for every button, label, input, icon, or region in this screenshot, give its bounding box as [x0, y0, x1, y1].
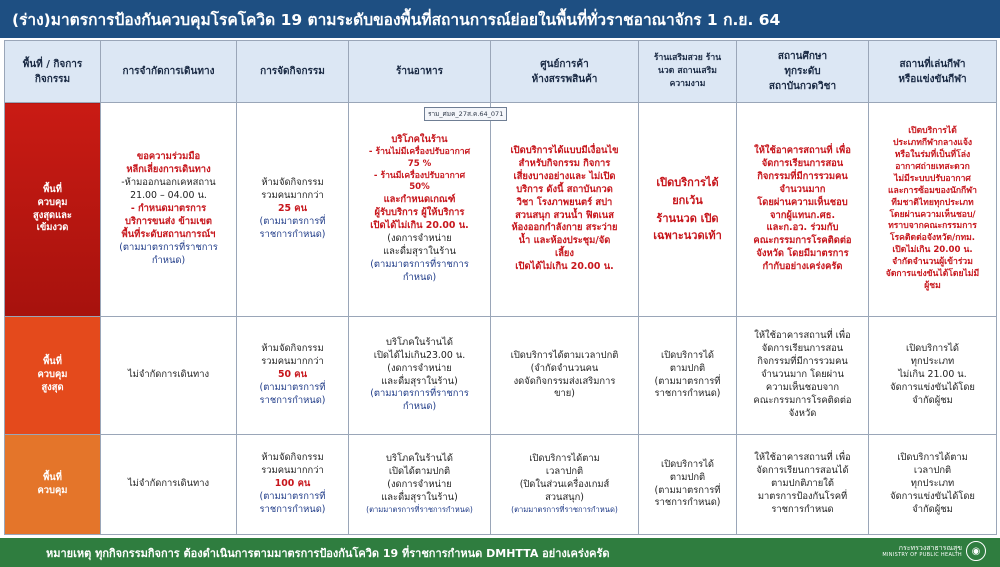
table-row [5, 103, 997, 317]
header-food: ร้านอาหาร [349, 41, 491, 103]
cell-mall: เปิดบริการได้ตาม เวลาปกติ (ปิดในส่วนเครื่องเกมส์ สวนสนุก) (ตามมาตรการที่ราชการกำหนด) [491, 435, 639, 535]
table-header-row [5, 41, 997, 103]
header-salon: ร้านเสริมสวย ร้าน นวด สถานเสริม ความงาม [639, 41, 737, 103]
cell-activity: ห้ามจัดกิจกรรม รวมคนมากกว่า 25 คน (ตามมาตรการที่ ราชการกำหนด) [237, 103, 349, 317]
cell-travel: ขอความร่วมมือ หลีกเลี่ยงการเดินทาง -ห้ามออกนอกเคหสถาน 21.00 – 04.00 น. - กำหนดมาตรการ บริการขนส่ง ข้ามเขต พื้นที่ระดับสถานการณ์ฯ (ตามมาตรการที่ราชการ กำหนด) [101, 103, 237, 317]
zone-label-strict: พื้นที่ ควบคุม สูงสุดและ เข้มงวด [5, 103, 101, 317]
cell-sport: เปิดบริการได้ตาม เวลาปกติ ทุกประเภท จัดการแข่งขันได้โดย จำกัดผู้ชม [869, 435, 997, 535]
cell-school: ให้ใช้อาคารสถานที่ เพื่อ จัดการเรียนการสอน กิจกรรมที่มีการรวมคน จำนวนมาก โดยผ่านความเห็นชอบ จากผู้แทนก.ศธ. และก.อว. ร่วมกับ คณะกรรมการโรคติดต่อ จังหวัด โดยมีมาตรการ กำกับอย่างเคร่งครัด [737, 103, 869, 317]
cell-travel: ไม่จำกัดการเดินทาง [101, 317, 237, 435]
ministry-logo [882, 541, 986, 561]
cell-food: บริโภคในร้านได้ เปิดได้ไม่เกิน23.00 น. (งดการจำหน่าย และดื่มสุราในร้าน) (ตามมาตรการที่ราชการ กำหนด) [349, 317, 491, 435]
cell-mall: เปิดบริการได้แบบมีเงื่อนไข สำหรับกิจกรรม กิจการ เสี่ยงบางอย่างและ ไม่เปิด บริการ ดังนี้ สถาบันกวด วิชา โรงภาพยนตร์ สปา สวนสนุก สวนน้ำ ฟิตเนส ห้องออกกำลังกาย สระว่าย น้ำ และห้องประชุม/จัด เลี้ยง เปิดได้ไม่เกิน 20.00 น. [491, 103, 639, 317]
cell-food: บริโภคในร้านได้ เปิดได้ตามปกติ (งดการจำหน่าย และดื่มสุราในร้าน) (ตามมาตรการที่ราชการกำหนด) [349, 435, 491, 535]
page-title: (ร่าง)มาตรการป้องกันควบคุมโรคโควิด 19 ตามระดับของพื้นที่สถานการณ์ย่อยในพื้นที่ทั่วราชอาณาจักร 1 ก.ย. 64 [0, 0, 1000, 38]
cell-activity: ห้ามจัดกิจกรรม รวมคนมากกว่า 50 คน (ตามมาตรการที่ ราชการกำหนด) [237, 317, 349, 435]
cell-activity: ห้ามจัดกิจกรรม รวมคนมากกว่า 100 คน (ตามมาตรการที่ ราชการกำหนด) [237, 435, 349, 535]
cell-salon: เปิดบริการได้ ตามปกติ (ตามมาตรการที่ ราชการกำหนด) [639, 317, 737, 435]
cell-school: ให้ใช้อาคารสถานที่ เพื่อ จัดการเรียนการสอนได้ ตามปกติภายใต้ มาตรการป้องกันโรคที่ ราชการกำหนด [737, 435, 869, 535]
zone-label-control: พื้นที่ ควบคุม [5, 435, 101, 535]
table-row [5, 317, 997, 435]
header-sport: สถานที่เล่นกีฬา หรือแข่งขันกีฬา [869, 41, 997, 103]
cell-school: ให้ใช้อาคารสถานที่ เพื่อ จัดการเรียนการสอน กิจกรรมที่มีการรวมคน จำนวนมาก โดยผ่าน ความเห็นชอบจาก คณะกรรมการโรคติดต่อ จังหวัด [737, 317, 869, 435]
header-area: พื้นที่ / กิจการ กิจกรรม [5, 41, 101, 103]
logo-english-text: MINISTRY OF PUBLIC HEALTH [882, 552, 962, 559]
zone-label-max: พื้นที่ ควบคุม สูงสุด [5, 317, 101, 435]
header-travel: การจำกัดการเดินทาง [101, 41, 237, 103]
cell-travel: ไม่จำกัดการเดินทาง [101, 435, 237, 535]
cell-sport: เปิดบริการได้ ประเภทกีฬากลางแจ้ง หรือในร่มที่เป็นที่โล่ง อากาศถ่ายเทสะดวก ไม่มีระบบปรับอากาศ และการซ้อมของนักกีฬา ทีมชาติไทยทุกประเภท โดยผ่านความเห็นชอบ/ ทราบจากคณะกรรมการ โรคติดต่อจังหวัด/กทม. เปิดไม่เกิน 20.00 น. จำกัดจำนวนผู้เข้าร่วม จัดการแข่งขันได้โดยไม่มี ผู้ชม [869, 103, 997, 317]
header-activity: การจัดกิจกรรม [237, 41, 349, 103]
cell-mall: เปิดบริการได้ตามเวลาปกติ (จำกัดจำนวนคน งดจัดกิจกรรมส่งเสริมการ ขาย) [491, 317, 639, 435]
footer-note: หมายเหตุ ทุกกิจกรรมกิจการ ต้องดำเนินการตามมาตรการป้องกันโควิด 19 ที่ราชการกำหนด DMHTTA อย่างเคร่งครัด [0, 538, 1000, 567]
cell-sport: เปิดบริการได้ ทุกประเภท ไม่เกิน 21.00 น. จัดการแข่งขันได้โดย จำกัดผู้ชม [869, 317, 997, 435]
cell-food: บริโภคในร้าน - ร้านไม่มีเครื่องปรับอากาศ 75 % - ร้านมีเครื่องปรับอากาศ 50% และกำหนดเกณฑ์ ผู้รับบริการ ผู้ให้บริการ เปิดได้ไม่เกิน 20.00 น. (งดการจำหน่าย และดื่มสุราในร้าน (ตามมาตรการที่ราชการ กำหนด) [349, 103, 491, 317]
logo-thai-text: กระทรวงสาธารณสุข [898, 543, 962, 552]
moph-seal-icon: ◉ [966, 541, 986, 561]
header-mall: ศูนย์การค้า ห้างสรรพสินค้า [491, 41, 639, 103]
header-school: สถานศึกษา ทุกระดับ สถาบันกวดวิชา [737, 41, 869, 103]
cell-salon: เปิดบริการได้ ตามปกติ (ตามมาตรการที่ ราชการกำหนด) [639, 435, 737, 535]
file-tag-label: ราม_ศมค_27ส.ค.64_071 [424, 107, 507, 121]
table-row [5, 435, 997, 535]
cell-salon: เปิดบริการได้ ยกเว้น ร้านนวด เปิด เฉพาะนวดเท้า [639, 103, 737, 317]
